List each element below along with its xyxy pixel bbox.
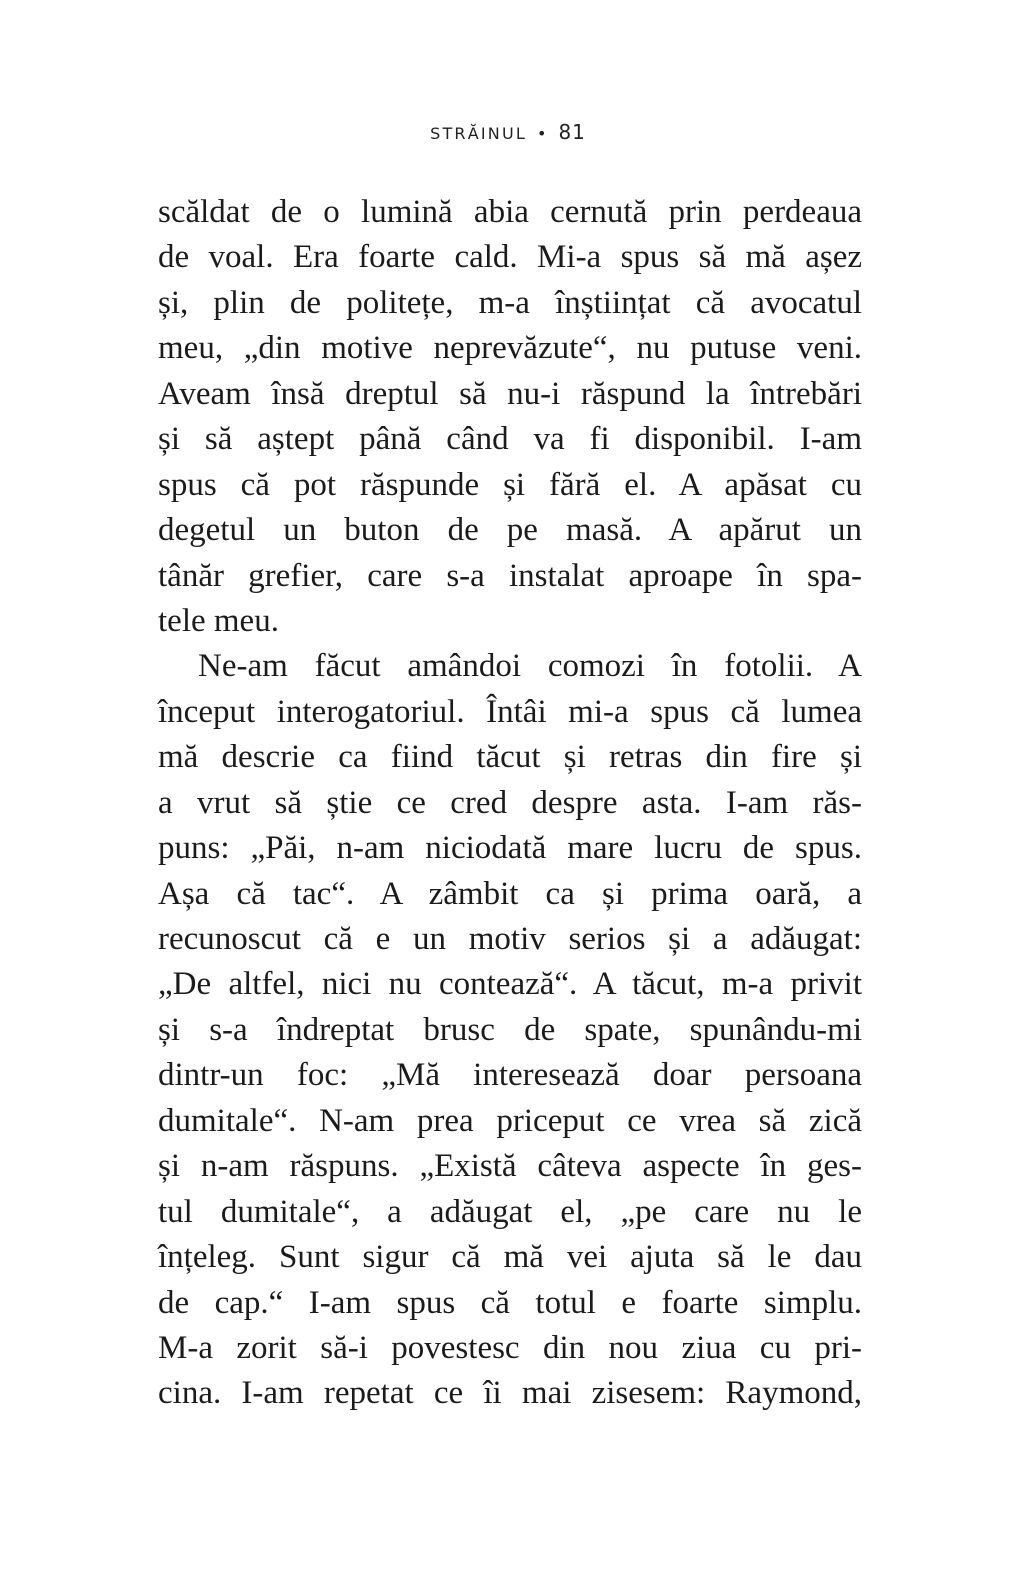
text-line: de voal. Era foarte cald. Mi-a spus să mă așez (158, 239, 862, 276)
text-line: tul dumitale“, a adăugat el, „pe care nu le (158, 1193, 862, 1230)
text-line: Așa că tac“. A zâmbit ca și prima oară, a (158, 875, 862, 912)
text-line: Aveam însă dreptul să nu-i răspund la întrebări (158, 375, 862, 412)
text-line: spus că pot răspunde și fără el. A apăsat cu (158, 466, 862, 503)
text-line: cina. I-am repetat ce îi mai zisesem: Raymond, (158, 1375, 862, 1412)
page-number: 81 (558, 120, 586, 144)
text-line: dumitale“. N-am prea priceput ce vrea să zică (158, 1102, 862, 1139)
text-line: a vrut să știe ce cred despre asta. I-am răs- (158, 784, 862, 821)
text-line: tânăr grefier, care s-a instalat aproape în spa- (158, 557, 862, 594)
text-line: scăldat de o lumină abia cernută prin perdeaua (158, 194, 862, 230)
paragraph-end-line: tele meu. (158, 602, 279, 639)
text-line: început interogatoriul. Întâi mi-a spus că lumea (158, 693, 862, 730)
text-line: și s-a îndreptat brusc de spate, spunându-mi (158, 1011, 862, 1048)
text-line: degetul un buton de pe masă. A apărut un (158, 512, 862, 549)
text-line: mă descrie ca fiind tăcut și retras din fire și (158, 739, 862, 776)
book-title: STRĂINUL (430, 124, 527, 143)
text-line: de cap.“ I-am spus că totul e foarte simplu. (158, 1284, 862, 1321)
text-line: dintr-un foc: „Mă interesează doar persoana (158, 1057, 862, 1094)
text-line: și n-am răspuns. „Există câteva aspecte în ges- (158, 1148, 862, 1185)
text-line: „De altfel, nici nu contează“. A tăcut, m-a privit (158, 966, 862, 1003)
text-line: puns: „Păi, n-am niciodată mare lucru de spus. (158, 830, 862, 867)
text-line: și, plin de politețe, m-a înștiințat că avocatul (158, 284, 862, 321)
paragraph-start-line: Ne-am făcut amândoi comozi în fotolii. A (198, 648, 862, 685)
text-line: meu, „din motive neprevăzute“, nu putuse veni. (158, 330, 862, 367)
text-line: M-a zorit să-i povestesc din nou ziua cu pri- (158, 1329, 862, 1366)
text-line: înțeleg. Sunt sigur că mă vei ajuta să le dau (158, 1239, 862, 1276)
text-line: recunoscut că e un motiv serios și a adăugat: (158, 921, 862, 957)
body-text (158, 190, 862, 1417)
header-separator: • (537, 124, 547, 143)
running-head (0, 117, 1016, 149)
text-line: și să aștept până când va fi disponibil. I-am (158, 421, 862, 458)
